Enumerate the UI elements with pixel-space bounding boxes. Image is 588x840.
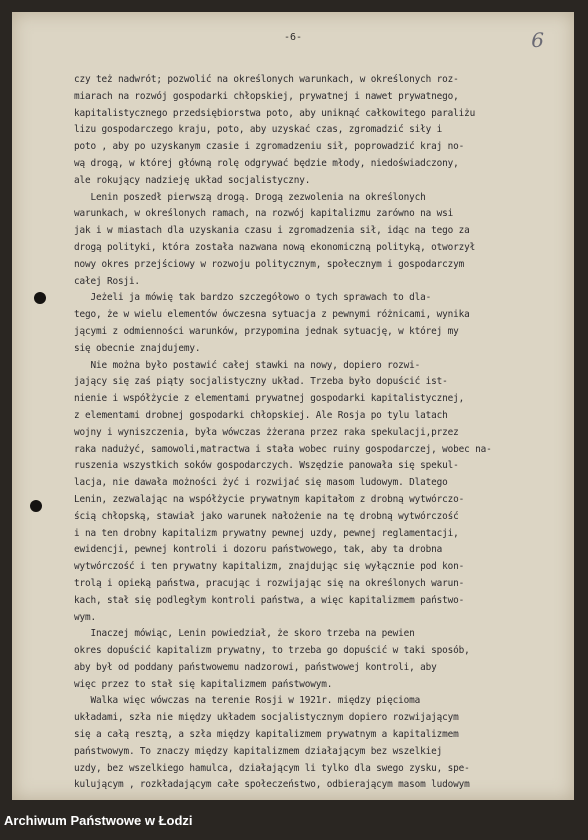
text-line: Jeżeli ja mówię tak bardzo szczegółowo o tych sprawach to dla- <box>74 292 432 304</box>
punch-hole <box>30 500 42 512</box>
text-line: warunkach, w określonych ramach, na rozwój kapitalizmu zarówno na wsi <box>74 208 454 220</box>
text-line: poto , aby po uzyskanym czasie i zgromadzeniu sił, poprowadzić kraj no- <box>74 141 465 153</box>
handwritten-page-number: 6 <box>531 28 544 52</box>
page-number: -6- <box>283 32 303 43</box>
text-line: państwowym. To znaczy między kapitalizmem działającym bez wszelkiej <box>74 745 443 757</box>
document-page <box>12 12 574 800</box>
text-line: kulującym , rozkładającym całe społeczeństwo, odbierającym masom ludowym <box>74 779 470 791</box>
text-line: kapitalistycznego przedsiębiorstwa poto, aby uniknąć całkowitego paraliżu <box>74 107 476 119</box>
punch-hole <box>34 292 46 304</box>
archive-footer <box>0 800 588 840</box>
text-line: się obecnie znajdujemy. <box>74 342 201 354</box>
text-line: i na ten drobny kapitalizm prywatny pewnej uzdy, pewnej reglamentacji, <box>74 527 459 539</box>
text-line: wojny i wyniszczenia, była wówczas żżerana przez raka spekulacji,przez <box>74 426 459 438</box>
text-line: więc przez to stał się kapitalizmem państwowym. <box>74 678 333 690</box>
text-line: lacja, nie dawała możności żyć i rozwijać się masom ludowym. Dlatego <box>74 477 448 489</box>
text-line: okres dopuścić kapitalizm prywatny, to trzeba go dopuścić w taki sposób, <box>74 645 470 657</box>
text-line: drogą polityki, która została nazwana nową ekonomiczną polityką, otworzył <box>74 241 476 253</box>
archive-label: Archiwum Państwowe w Łodzi <box>4 812 193 828</box>
text-line: raka nadużyć, samowoli,matractwa i stała wobec ruiny gospodarczej, wobec na- <box>74 443 492 455</box>
text-line: czy też nadwrót; pozwolić na określonych warunkach, w określonych roz- <box>74 74 459 85</box>
text-line: nowy okres przejściowy w rozwoju politycznym, społecznym i gospodarczym <box>74 258 465 270</box>
text-line: Walka więc wówczas na terenie Rosji w 1921r. między pięciomа <box>74 695 421 707</box>
text-line: ale rokujący nadzieję układ socjalistyczny. <box>74 174 311 186</box>
text-line: aby był od poddany państwowemu nadzorowi, państwowej kontroli, aby <box>74 661 437 673</box>
text-line: kach, stał się podległym kontroli państwa, a więc kapitalizmem państwo- <box>74 594 465 606</box>
text-line: z elementami drobnej gospodarki chłopskiej. Ale Rosja po tylu latach <box>74 409 448 421</box>
text-line: wytwórczość i ten prywatny kapitalizm, znajdując się wyłącznie pod kon- <box>74 561 465 573</box>
text-line: lizu gospodarczego kraju, poto, aby uzyskać czas, zgromadzić siły i <box>74 124 443 136</box>
text-line: tego, że w wielu elementów ówczesna sytuacja z pewnymi różnicami, wynika <box>74 309 470 321</box>
text-line: się a całą resztą, a szła między kapitalizmem prywatnym a kapitalizmem <box>74 729 459 741</box>
text-line: Lenin, zezwalając na współżycie prywatnym kapitałom z drobną wytwórczo- <box>74 493 465 505</box>
text-line: Nie można było postawić całej stawki na nowy, dopiero rozwi- <box>74 359 421 371</box>
text-line: wym. <box>74 611 96 623</box>
text-line: ewidencji, pewnej kontroli i dozoru państwowego, tak, aby ta drobna <box>74 544 443 556</box>
text-line: Inaczej mówiąc, Lenin powiedział, że skoro trzeba na pewien <box>74 628 415 640</box>
text-line: ruszenia wszystkich soków gospodarczych. Wszędzie panowała się spekul- <box>74 460 459 472</box>
text-line: trolą i opieką państwa, pracując i rozwijając się na określonych warun- <box>74 577 465 589</box>
text-line: ścią chłopską, stawiał jako warunek nałożenie na tę drobną wytwórczość <box>74 510 459 522</box>
text-line: uzdy, bez wszelkiego hamulca, działającym li tylko dla swego zysku, spe- <box>74 762 470 774</box>
text-line: nienie i współżycie z elementami prywatnej gospodarki kapitalistycznej, <box>74 393 465 405</box>
text-line: jącymi z odmienności warunków, przypomina jednak sytuację, w której my <box>74 325 459 337</box>
text-line: Lenin poszedł pierwszą drogą. Drogą zezwolenia na określonych <box>74 191 426 203</box>
document-body <box>74 72 574 794</box>
text-line: jający się zaś piąty socjalistyczny układ. Trzeba było dopuścić ist- <box>74 376 448 388</box>
text-line: całej Rosji. <box>74 275 140 287</box>
text-line: miarach na rozwój gospodarki chłopskiej, prywatnej i nawet prywatnego, <box>74 90 459 102</box>
text-line: układami, szła nie między układem socjalistycznym dopiero rozwijającym <box>74 712 459 724</box>
text-line: wą drogą, w której główną rolę odgrywać będzie młody, niedoświadczony, <box>74 157 459 169</box>
text-line: jak i w miastach dla uzyskania czasu i zgromadzenia sił, idąc na tego za <box>74 225 470 237</box>
